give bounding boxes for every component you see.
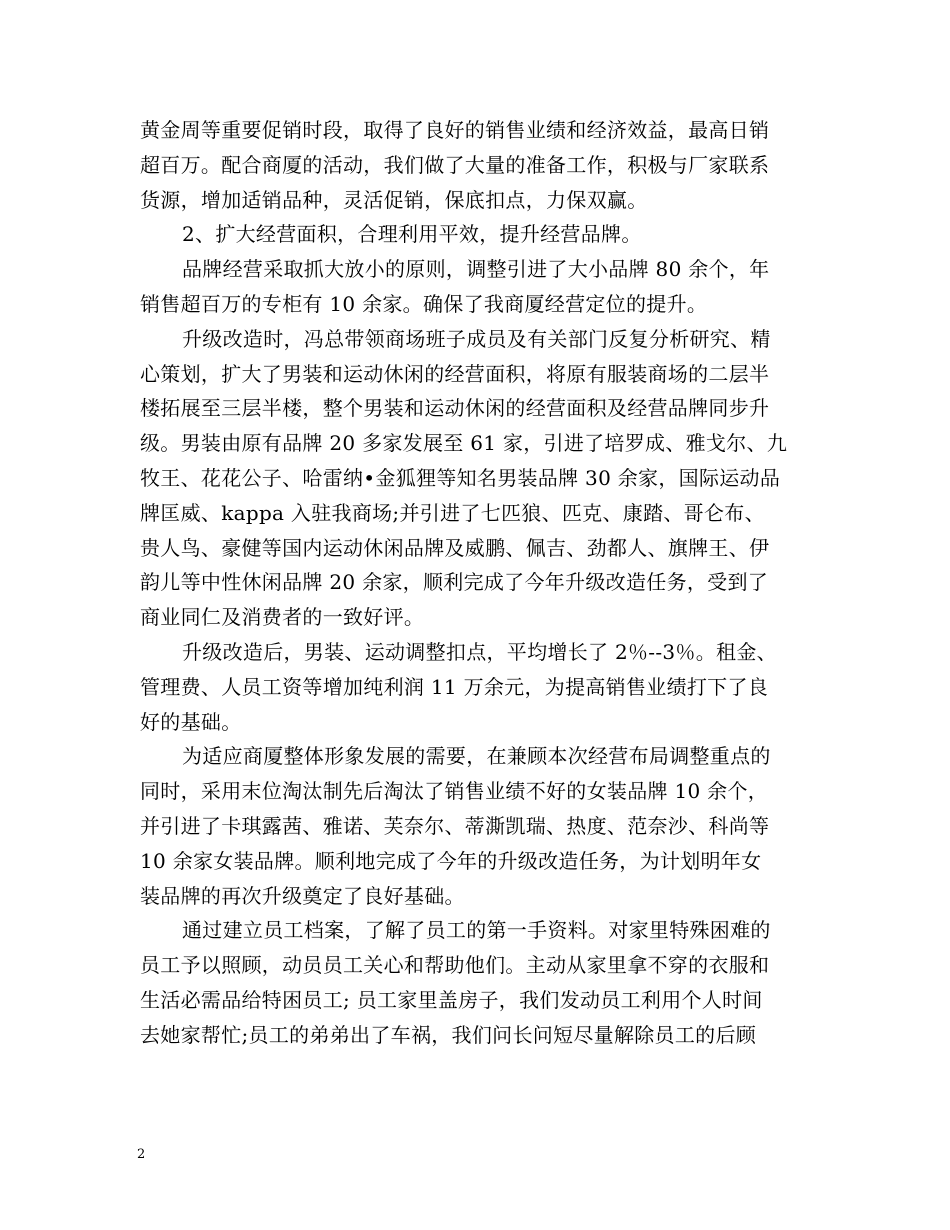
text-line: 韵儿等中性休闲品牌 20 余家，顺利完成了今年升级改造任务，受到了 [140, 570, 769, 595]
text-line: 级。男装由原有品牌 20 多家发展至 61 家，引进了培罗成、雅戈尔、九 [140, 431, 788, 456]
text-line: 并引进了卡琪露茜、雅诺、芙奈尔、蒂澌凯瑞、热度、范奈沙、科尚等 [140, 813, 770, 838]
text-line: 管理费、人员工资等增加纯利润 11 万余元，为提高销售业绩打下了良 [140, 674, 769, 699]
text-line: 牧王、花花公子、哈雷纳•金狐狸等知名男装品牌 30 余家，国际运动品 [140, 465, 781, 490]
text-line: 心策划，扩大了男装和运动休闲的经营面积，将原有服装商场的二层半 [140, 361, 770, 386]
text-line: 货源，增加适销品种，灵活促销，保底扣点，力保双赢。 [140, 187, 648, 212]
text-line: 为适应商厦整体形象发展的需要，在兼顾本次经营布局调整重点的 [182, 744, 771, 769]
text-line: 10 余家女装品牌。顺利地完成了今年的升级改造任务，为计划明年女 [140, 848, 762, 873]
body-text [140, 113, 820, 1053]
text-line: 通过建立员工档案，了解了员工的第一手资料。对家里特殊困难的 [182, 918, 771, 943]
paragraph [140, 113, 820, 217]
text-line: 升级改造时，冯总带领商场班子成员及有关部门反复分析研究、精 [182, 326, 771, 351]
text-line: 黄金周等重要促销时段，取得了良好的销售业绩和经济效益，最高日销 [140, 118, 770, 142]
text-line: 装品牌的再次升级奠定了良好基础。 [140, 883, 465, 908]
text-line: 2、扩大经营面积，合理利用平效，提升经营品牌。 [182, 222, 642, 247]
paragraph [140, 322, 820, 635]
text-line: 去她家帮忙;员工的弟弟出了车祸，我们问长问短尽量解除员工的后顾 [140, 1022, 757, 1047]
text-line: 升级改造后，男装、运动调整扣点，平均增长了 2％--3％。租金、 [182, 639, 777, 664]
text-line: 商业同仁及消费者的一致好评。 [140, 605, 425, 630]
text-line: 品牌经营采取抓大放小的原则，调整引进了大小品牌 80 余个，年 [182, 257, 770, 282]
paragraph [140, 635, 820, 739]
text-line: 生活必需品给特困员工; 员工家里盖房子，我们发动员工利用个人时间 [140, 987, 763, 1012]
text-line: 同时，采用末位淘汰制先后淘汰了销售业绩不好的女装品牌 10 余个， [140, 779, 769, 804]
text-line: 好的基础。 [140, 709, 242, 734]
paragraph [140, 739, 820, 913]
text-line: 贵人鸟、豪健等国内运动休闲品牌及威鹏、佩吉、劲都人、旗牌王、伊 [140, 535, 770, 560]
text-line: 员工予以照顾，动员员工关心和帮助他们。主动从家里拿不穿的衣服和 [140, 953, 770, 978]
text-line: 超百万。配合商厦的活动，我们做了大量的准备工作，积极与厂家联系 [140, 152, 770, 177]
page-number: 2 [137, 1147, 146, 1162]
paragraph [140, 217, 820, 252]
text-line: 牌匡威、kappa 入驻我商场;并引进了七匹狼、匹克、康踏、哥仑布、 [140, 500, 765, 525]
text-line: 楼拓展至三层半楼，整个男装和运动休闲的经营面积及经营品牌同步升 [140, 396, 770, 421]
paragraph [140, 913, 820, 1052]
paragraph [140, 252, 820, 322]
text-line: 销售超百万的专柜有 10 余家。确保了我商厦经营定位的提升。 [140, 291, 708, 316]
